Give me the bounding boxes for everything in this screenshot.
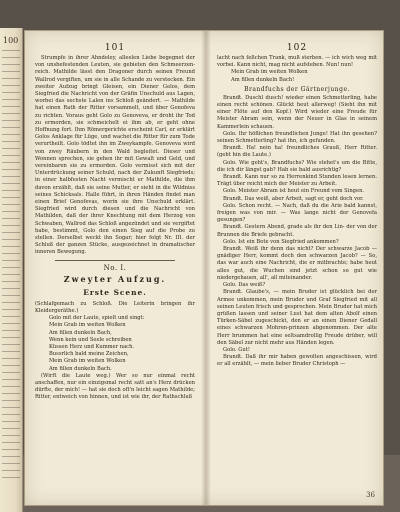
verse-line: Golo mit der Laute, spielt und singt: [49, 315, 145, 322]
corner-page-stamp: 36 [366, 491, 375, 499]
verse-line: Am fillen dunkeln Bach, [49, 329, 112, 336]
verse-line: Mein Grab im weiten Wolken [231, 69, 308, 76]
dialogue-line: Golo. Wie geht's, Brandfuchs? Wie stehet's um die Bitte, die ich dir längst gab? Hab sie bald ausrichtig? [217, 159, 377, 173]
left-page-number: 101 [104, 43, 126, 53]
stage-direction: (Schlafgemach zu Schloß. Die Leiterin bringen ihr Kleidergeräthe.) [35, 300, 195, 314]
left-page [35, 43, 195, 402]
verse-line: Küssen Herz und Kummer nach. [49, 343, 135, 350]
verse-line: Bussrlich bald meine Zeichen, [49, 351, 129, 358]
dialogue-line: Golo. Das weiß? [223, 282, 266, 289]
right-page [217, 43, 377, 369]
previous-page-number: 100 [3, 36, 19, 45]
dialogue-line: Brandt. Daß ihr mir haben gewolten angeschissen, wird er all erzählt, — mein lieber Bruder Christoph — [217, 354, 377, 368]
dialogue-line: Golo. Meister Abram ist heut ein Freund vom Singen. [223, 188, 365, 195]
previous-page-edge [0, 28, 23, 512]
scene-character-header: Brandfuchs der Gärtnerjunge. [244, 85, 350, 93]
act-title: Zweyter Aufzug. [63, 273, 167, 284]
dialogue-line: Golo. Schon recht. — Nach, daß du die Arie bald kannst, freigen was von mir. — Was lange nicht der Genovefa gesungen? [217, 202, 377, 224]
dialogue-line: Brandt. Duschl dusch! wieder einen Schmetterling, habe einen recht schönen. Glückt heut allerweg! (Sieht ihn mit einer Flöte auf den Kopf.) Wird wieder eine Freude für Meister Abram sein, wenn der Neuer in Glas in seinem Kammerlein schauen. [217, 94, 377, 130]
book-spread [24, 30, 384, 506]
dialogue-line: Golo. Gut! [223, 346, 250, 353]
verse-line: Wenn kein und Seele schreiben [49, 336, 132, 343]
scene-title: Erste Scene. [83, 287, 147, 297]
dialogue-line: Brandt. Weiß ihr denn das nicht? Der schwarze Jacob — gnädiger Herr, kommt doch den schwarzen Jacob? — So, das war auch eine Nachricht, die er mitbrachte; habe heut alles gut, die Wuchen sind jetzt schon so gut wie niedergehauen, all', all miteinander. [217, 246, 377, 281]
intro-paragraph: lacht nach feßchen Trank, muß sterben. — ich wich weg mit vorbei. Kann nicht, mag nicht aufsteben. Nun! nun! [217, 55, 377, 69]
dialogue-line: Golo. Ist ein Bote von Siegfried ankommen? [223, 238, 339, 245]
dialogue-line: Brandt. Kann nur so zu Herrenkind Stunden lesen lernen. Trägt über reicht mich der Meister zu Arbeit. [217, 174, 377, 188]
number-label: No. I. [103, 263, 127, 272]
verse-line: Mein Grab im weiten Wolken [49, 322, 126, 329]
previous-page-text-lines [2, 50, 20, 480]
dialogue-line: Brandt. Ha! nein ha! freundliches Grauß, Herr Ritter. (geht hin die Laute.) [217, 145, 377, 159]
verse-line: Mein Grab im weiten Wolken [49, 358, 126, 365]
dialogue-line: Brandt. Gestern Abend, grade als ihr den Lin- der von der Brunnen die Briefe gebracht. [217, 224, 377, 238]
left-page-paragraph: Strumpfe in ihrer Ahndeley, alleelen Liebe begegnet der von unsbefestenden Leuten, sie gebieten den Schmeerzen-reich. Mathilde lässt den Dragoner durch seinen Freund Wallrod vergiften, um sie in alle Schande zu verstecken. Ein zweiter Aufzug bringt Gleisen, ein Diener Gelos, dem Siegfried die Nachricht von der Gräfin Unschuld aus Lagen, worbei das sechste Lalen ins Schloß geändert. — Mathilde hat einen Rath der Ritter vorsammelt, und über Genofeva zu richten. Voraus geht Golo zu Genoveva, er droht ihr Tod zu ermorden, sie schmeichelt ei ihm ab, er geht ohne Hoffnung fort. Ihm Römergerichte erscheint Carl, er erklärt Golos Anklage für Lüge, und wachet die Ritter für zum Tode verurtheilt. Golo tödtet ihn im Zweykampfe. Genoveva wird von zwey Räubern in den Wald begleitet. Dieser und Wonnen sprechen, sie gehen ihr mit Gewalt und Geld, und vereinbaren sie zu ermorden. Golo vermisst sich mit der Unterdrückung seiner Schuld, nach der Zukunft Siegfrieds; in einer halbfesten Nacht vermischt er Mathilde, die ihm davon erzählt, daß sie seine Mutter, er sieht in die Wildniss seines Schicksals. Halle führt, in ihren Händen findet man einen Brief Genofevas, worin sie ihre Unschuld erklärt. Siegfried wird durch diesen und die Nachricht von Mathilden, daß der ihrer Knechtung mit dem Herzog von Schwaben, Wallrod das Schloß angezündet und sie vergiftet habe, bestimmt, Golo den einen Sieg auf die Probe zu stellen. Derselbst weckt ihn Sogar; hier folgt Nr. III. der Schluß der ganzen Stücke, ausgezeichnet in dramatischer inneren Bewegung. [35, 55, 195, 256]
right-page-number: 102 [286, 43, 308, 53]
verse-line: Am fillen dunkeln Bach! [231, 76, 295, 83]
book-spine [201, 31, 211, 505]
dialogue-line: Brandt. Glaube's, — mein Bruder ist glücklich bei der Armee unkommen, mein Bruder und Graf Siegfried mit all seinen Leuten frisch und gesprochen. Mein Bruder hat mich grüßen lassen und seiner Lust hat dem alten Abolf einen Türken-Säbel zugeschickt, den er an einen Diener Gedall eines schwarzen Mohren-prinzen abgenommen. Der alte Herr brummen hat eine seltsamdrollig Freude drüber, will den Säbel zur nicht mehr aus Händen legen. [217, 289, 377, 346]
verse-line: Am fillen dunkeln Bach. [49, 365, 112, 372]
section-divider [55, 260, 175, 261]
dialogue-line: Golo. Ihr höflichen freundlichen Junge! Hat ihn gesehen? seinen Schmetterling? hat ihn, ich gefunden. [217, 130, 377, 145]
dialogue-line: Brandt. Das weiß, aber Arbeit, sagt er, geht doch vor. [223, 195, 364, 202]
closing-paragraph: (Wirft die Laute weg.) Wer so nur einmal recht anschaffen, nur ein einzigsmal recht satt an's Herz drücken dürfte, der mich! — hat sie doch oft'n leicht sagen Mathilde; Ritter, entweich von hinnen, und ist wie ihr, der Rathschluß [35, 372, 195, 401]
